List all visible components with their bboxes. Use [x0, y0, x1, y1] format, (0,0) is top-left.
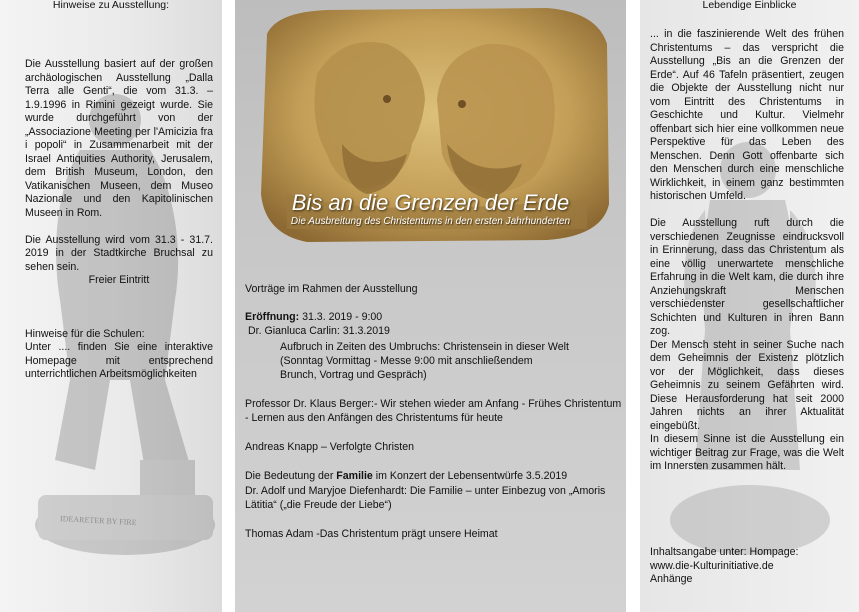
talk-knapp: Andreas Knapp – Verfolgte Christen: [245, 441, 415, 453]
schools-text: Unter .... finden Sie eine interaktive Homepage mit entsprechend unterrichtlichen Arbeitsmöglichkeiten: [25, 341, 213, 380]
right-footer: [650, 546, 850, 587]
lectures-heading: Vorträge im Rahmen der Ausstellung: [245, 283, 418, 295]
statue-inscription: IDEARETER BY FIRE: [59, 514, 137, 528]
talk-adam: Thomas Adam -Das Christentum prägt unsere Heimat: [245, 528, 498, 540]
right-heading: Lebendige Einblicke: [702, 0, 797, 11]
left-paragraph-1: Die Ausstellung basiert auf der großen archäologischen Ausstellung „Dalla Terra alle Genti“, die vom 31.3. – 1.9.1996 in Rimini gezeigt wurde. Sie wurde durchgeführt von der „Associazione Meeting per l'Amicizia fra i popoli“ in Zusammenarbeit mit der Israel Antiquities Authority, Jerusalem, dem British Museum, London, den Vatikanischen Museen, dem Museo Nazionale und den Kapitolinischen Museen in Rom.: [25, 58, 213, 219]
schools-heading: Hinweise für die Schulen:: [25, 327, 145, 340]
talk1-title: Aufbruch in Zeiten des Umbruchs: Christensein in dieser Welt: [280, 341, 569, 353]
talk1-detail: (Sonntag Vormittag - Messe 9:00 mit anschließendem: [280, 355, 533, 367]
talk-family-post: im Konzert der Lebensentwürfe 3.5.2019: [372, 470, 568, 482]
left-paragraph-2: Die Ausstellung wird vom 31.3 - 31.7. 2019 in der Stadtkirche Bruchsal zu sehen sein.: [25, 233, 213, 273]
left-text-block: [25, 58, 213, 382]
right-paragraph-1: ... in die faszinierende Welt des frühen Christentums – das verspricht die Ausstellung „Bis an die Grenzen der Erde“. Auf 46 Tafeln präsentiert, zeugen die Objekte der Ausstellung nicht nur vom Eintritt des Christentums in Geschichte und Kultur. Vielmehr offenbart sich hier eine vollkommen neue Perspektive für das Leben des Menschen. Denn Gott offenbarte sich den Menschen durch eine menschliche Wirklichkeit, in einem ganz bestimmten historischen Umfeld.: [650, 28, 844, 202]
left-heading: Hinweise zu Ausstellung:: [52, 0, 170, 11]
talk-family-pre: Die Bedeutung der: [245, 470, 337, 482]
right-paragraph-2: Die Ausstellung ruft durch die verschiedenen Zeugnisse eindrucksvoll in Erinnerung, dass das Christentum als eine völlig unerwartete menschliche Erfahrung in die Welt kam, die durch ihre Anziehungskraft Menschen verschiedenster gesellschaftlicher Schichten und Kulturen in ihren Bann zog.: [650, 217, 844, 337]
right-paragraph-3: Der Mensch steht in seiner Suche nach dem Geheimnis der Existenz plötzlich vor der Möglichkeit, dass dieses Geheimnis zu seinem Gefährten wird. Diese Herausforderung hat seit 2000 Jahren nichts an ihrer Aktualität eingebüßt.: [650, 338, 844, 432]
center-panel: [235, 0, 626, 612]
homepage-label: Inhaltsangabe unter: Hompage:: [650, 546, 799, 558]
talk-diefenhardt: Dr. Adolf und Maryjoe Diefenhardt: Die Familie – unter Einbezug von „Amoris Lätitia“ („die Freude der Liebe“): [245, 485, 606, 511]
exhibition-subtitle: Die Ausbreitung des Christentums in den ersten Jahrhunderten: [290, 216, 571, 227]
left-panel: [0, 0, 222, 612]
opening-date: 31.3. 2019 - 9:00: [299, 311, 383, 323]
talk-family: [245, 470, 623, 484]
opening-line: [245, 311, 623, 325]
talk-berger: Professor Dr. Klaus Berger:- Wir stehen wieder am Anfang - Frühes Christentum - Lernen aus den Anfängen des Christentums für heute: [245, 398, 622, 424]
attachments-label: Anhänge: [650, 573, 693, 585]
admission-note: Freier Eintritt: [88, 274, 150, 286]
opening-label: Eröffnung:: [245, 311, 300, 323]
right-paragraph-4: In diesem Sinne ist die Ausstellung ein wichtiger Beitrag zur Frage, was die Welt im Innersten zusammen hält.: [650, 433, 844, 472]
talk-family-bold: Familie: [336, 470, 373, 482]
talk1-detail-2: Brunch, Vortrag und Gespräch): [280, 369, 427, 381]
exhibition-title: Bis an die Grenzen der Erde: [291, 190, 570, 215]
right-text-block: [650, 28, 844, 474]
homepage-link[interactable]: www.die-Kulturinitiative.de: [650, 559, 774, 572]
speaker-carlin: Dr. Gianluca Carlin: 31.3.2019: [248, 325, 390, 337]
right-panel: [640, 0, 859, 612]
